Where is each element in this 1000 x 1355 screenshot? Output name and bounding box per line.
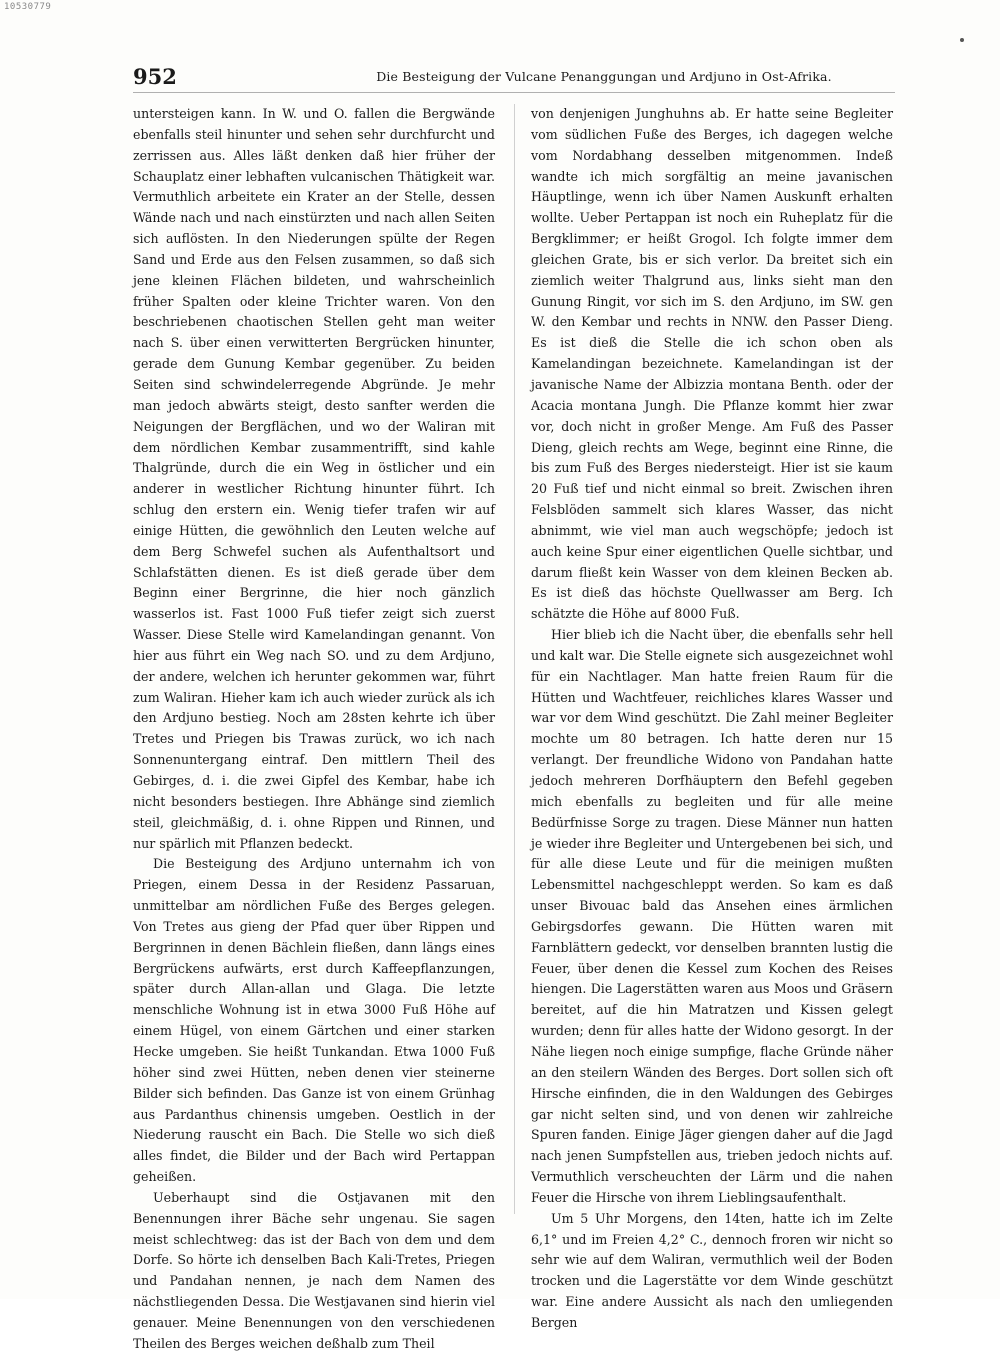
paragraph: Die Besteigung des Ardjuno unternahm ich von Priegen, einem Dessa in der Residenz Passaruan, unmittelbar am nördlichen Fuße des Berges gelegen. Von Tretes aus gieng der Pfad quer über Rippen und Bergrinnen in denen Bächlein fließen, dann längs eines Bergrückens aufwärts, erst durch Kaffeepflanzungen, später durch Allan-allan und Glaga. Die letzte menschliche Wohnung ist in etwa 3000 Fuß Höhe auf einem Hügel, von einem Gärtchen und einer starken Hecke umgeben. Sie heißt Tunkandan. Etwa 1000 Fuß höher sind zwei Hütten, neben denen vier steinerne Bilder sich befinden. Das Ganze ist von einem Grünhag aus Pardanthus chinensis umgeben. Oestlich in der Niederung rauscht ein Bach. Die Stelle wo sich dieß alles findet, die Bilder und der Bach wird Pertappan geheißen.	[133, 856, 495, 1185]
scan-id-label: 10530779	[4, 2, 52, 12]
page-number: 952	[133, 64, 177, 89]
right-column	[531, 104, 893, 1334]
paragraph: Ueberhaupt sind die Ostjavanen mit den Benennungen ihrer Bäche sehr ungenau. Sie sagen meist schlechtweg: das ist der Bach von dem und dem Dorfe. So hörte ich denselben Bach Kali-Tretes, Priegen und Pandahan nennen, je nach dem Namen des nächstliegenden Dessa. Die Westjavanen sind hierin viel genauer. Meine Benennungen von den verschiedenen Theilen des Berges weichen deßhalb zum Theil	[133, 1189, 495, 1351]
paragraph: Um 5 Uhr Morgens, den 14ten, hatte ich im Zelte 6,1° und im Freien 4,2° C., dennoch froren wir nicht so sehr wie auf dem Waliran, vermuthlich weil der Boden trocken und die Lagerstätte vor dem Winde geschützt war. Eine andere Aussicht als nach den umliegenden Bergen	[531, 1210, 893, 1330]
ink-dot-mark	[960, 38, 964, 42]
header-rule	[133, 92, 895, 93]
paragraph: von denjenigen Junghuhns ab. Er hatte seine Begleiter vom südlichen Fuße des Berges, ich dagegen welche vom Nordabhang desselben mitgenommen. Indeß wandte ich mich sorgfältig an meine javanischen Häuptlinge, wenn ich über Namen Auskunft erhalten wollte. Ueber Pertappan ist noch ein Ruheplatz für die Bergklimmer; er heißt Grogol. Ich folgte immer dem gleichen Grate, bis er sich verlor. Da breitet sich ein ziemlich weiter Thalgrund aus, links sieht man den Gunung Ringit, vor sich im S. den Ardjuno, im SW. gen W. den Kembar und rechts in NNW. den Passer Dieng. Es ist dieß die Stelle die ich schon oben als Kamelandingan bezeichnete. Kamelandingan ist der javanische Name der Albizzia montana Benth. oder der Acacia montana Jungh. Die Pflanze kommt hier zwar vor, doch nicht in großer Menge. Am Fuß des Passer Dieng, gleich rechts am Wege, beginnt eine Rinne, die bis zum Fuß des Berges niedersteigt. Hier ist sie kaum 20 Fuß tief und nicht einmal so breit. Zwischen ihren Felsblöden sammelt sich klares Wasser, das nicht abnimmt, wie viel man auch wegschöpfe; jedoch ist auch keine Spur einer eigentlichen Quelle sichtbar, und darum fließt kein Wasser von dem kleinen Becken ab. Es ist dieß das höchste Quellwasser am Berg. Ich schätzte die Höhe auf 8000 Fuß.	[531, 106, 893, 622]
paragraph: untersteigen kann. In W. und O. fallen die Bergwände ebenfalls steil hinunter und sehen sehr durchfurcht und zerrissen aus. Alles läßt denken daß hier früher der Schauplatz einer lebhaften vulcanischen Thätigkeit war. Vermuthlich arbeitete ein Krater an der Stelle, dessen Wände nach und nach einstürzten und nach allen Seiten sich auflösten. In den Niederungen spülte der Regen Sand und Erde aus den Felsen zusammen, so daß sich jene kleinen Flächen bildeten, und wahrscheinlich früher Spalten oder kleine Trichter waren. Von den beschriebenen chaotischen Stellen geht man weiter nach S. über einen verwitterten Bergrücken hinunter, gerade dem Gunung Kembar gegenüber. Zu beiden Seiten sind schwindelerregende Abgründe. Je mehr man jedoch abwärts steigt, desto sanfter werden die Neigungen der Bergflächen, und wo der Waliran mit dem nördlichen Kembar zusammentrifft, sind kahle Thalgründe, durch die ein Weg in östlicher und ein anderer in westlicher Richtung hinunter führt. Ich schlug den erstern ein. Wenig tiefer trafen wir auf einige Hütten, die gewöhnlich den Leuten welche auf dem Berg Schwefel suchen als Aufenthaltsort und Schlafstätten dienen. Es ist dieß gerade über dem Beginn einer Bergrinne, die hier noch gänzlich wasserlos ist. Fast 1000 Fuß tiefer zeigt sich zuerst Wasser. Diese Stelle wird Kamelandingan genannt. Von hier aus führt ein Weg nach SO. und zu dem Ardjuno, der andere, welchen ich herunter gekommen war, führt zum Waliran. Hieher kam ich auch wieder zurück als ich den Ardjuno bestieg. Noch am 28sten kehrte ich über Tretes und Priegen bis Trawas zurück, wo ich nach Sonnenuntergang eintraf. Den mittlern Theil des Gebirges, d. i. die zwei Gipfel des Kembar, habe ich nicht besonders bestiegen. Ihre Abhänge sind ziemlich steil, gleichmäßig, d. i. ohne Rippen und Rinnen, und nur spärlich mit Pflanzen bedeckt.	[133, 106, 495, 851]
column-divider	[514, 104, 515, 1214]
paragraph: Hier blieb ich die Nacht über, die ebenfalls sehr hell und kalt war. Die Stelle eignete sich ausgezeichnet wohl für ein Nachtlager. Man hatte freien Raum für die Hütten und Wachtfeuer, reichliches klares Wasser und war vor dem Wind geschützt. Die Zahl meiner Begleiter mochte um 80 betragen. Ich hatte deren nur 15 verlangt. Der freundliche Widono von Pandahan hatte jedoch mehreren Dorfhäuptern den Befehl gegeben mich ebenfalls zu begleiten und für alle meine Bedürfnisse Sorge zu tragen. Diese Männer nun hatten je wieder ihre Begleiter und Untergebenen bei sich, und für alle diese Leute und für die meinigen mußten Lebensmittel nachgeschleppt werden. So kam es daß unser Bivouac bald das Ansehen eines ärmlichen Gebirgsdorfes gewann. Die Hütten waren mit Farnblättern gedeckt, vor denselben brannten lustig die Feuer, über denen die Kessel zum Kochen des Reises hiengen. Die Lagerstätten waren aus Moos und Gräsern bereitet, auf die hin Matratzen und Kissen gelegt wurden; denn für alles hatte der Widono gesorgt. In der Nähe liegen noch einige sumpfige, flache Gründe näher an den steilern Wänden des Berges. Dort sollen sich oft Hirsche einfinden, die in den Waldungen des Gebirges gar nicht selten sind, und von denen wir zahlreiche Spuren fanden. Einige Jäger giengen daher auf die Jagd nach jenen Sumpfstellen aus, trieben jedoch nichts auf. Vermuthlich verscheuchten der Lärm und die nahen Feuer die Hirsche von ihrem Lieblingsaufenthalt.	[531, 627, 893, 1205]
running-title: Die Besteigung der Vulcane Penanggungan und Ardjuno in Ost-Afrika.	[376, 69, 832, 84]
left-column	[133, 104, 495, 1355]
page-header	[133, 64, 895, 90]
